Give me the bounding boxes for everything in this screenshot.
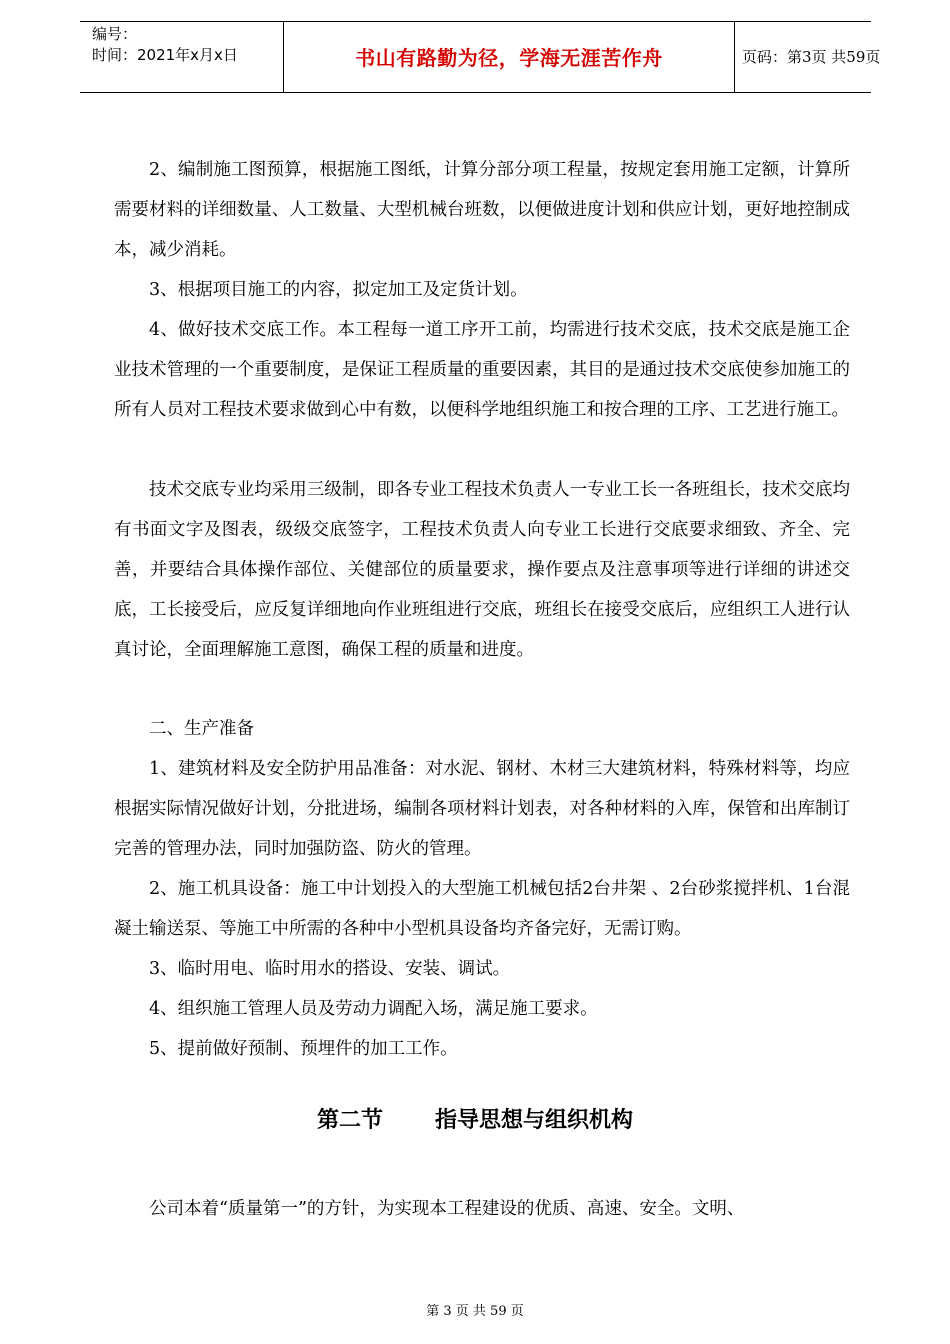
page-header	[80, 21, 881, 93]
section-number: 第二节	[316, 1108, 383, 1133]
paragraph-processing-plan: 3、根据项目施工的内容，拟定加工及定货计划。	[149, 280, 528, 300]
header-motto-cell	[283, 22, 735, 92]
document-time-label: 时间：2021年x月x日	[92, 46, 238, 64]
paragraph-briefing-levels: 技术交底专业均采用三级制，即各专业工程技术负责人一专业工长一各班组长，技术交底均有书面文字及图表，级级交底签字，工程技术负责人向专业工长进行交底要求细致、齐全、完善，并要结合具体操作部位、关健部位的质量要求，操作要点及注意事项等进行详细的讲述交底，工长接受后，应反复详细地向作业班组进行交底，班组长在接受交底后，应组织工人进行认真讨论，全面理解施工意图，确保工程的质量和进度。	[114, 480, 850, 660]
header-meta-cell	[80, 22, 282, 92]
section-title: 指导思想与组织机构	[435, 1108, 634, 1133]
paragraph-technical-briefing: 4、做好技术交底工作。本工程每一道工序开工前，均需进行技术交底，技术交底是施工企业技术管理的一个重要制度，是保证工程质量的重要因素，其目的是通过技术交底使参加施工的所有人员对工程技术要求做到心中有数，以便科学地组织施工和按合理的工序、工艺进行施工。	[114, 320, 850, 420]
document-number-label: 编号：	[92, 25, 138, 43]
paragraph-machinery: 2、施工机具设备：施工中计划投入的大型施工机械包括2台井架 、2台砂浆搅拌机、1台混凝土输送泵、等施工中所需的各种中小型机具设备均齐备完好，无需订购。	[114, 879, 850, 939]
header-page-cell	[734, 22, 881, 92]
paragraph-budget: 2、编制施工图预算，根据施工图纸，计算分部分项工程量，按规定套用施工定额，计算所需要材料的详细数量、人工数量、大型机械台班数，以便做进度计划和供应计划，更好地控制成本，减少消耗。	[114, 160, 850, 260]
paragraph-prefab: 5、提前做好预制、预埋件的加工工作。	[149, 1039, 458, 1059]
section-heading	[0, 1106, 950, 1136]
paragraph-temp-utilities: 3、临时用电、临时用水的搭设、安装、调试。	[149, 959, 511, 979]
paragraph-staffing: 4、组织施工管理人员及劳动力调配入场，满足施工要求。	[149, 999, 598, 1019]
paragraph-materials: 1、建筑材料及安全防护用品准备：对水泥、钢材、木材三大建筑材料，特殊材料等，均应根据实际情况做好计划，分批进场，编制各项材料计划表，对各种材料的入库，保管和出库制订完善的管理办法，同时加强防盗、防火的管理。	[114, 759, 850, 859]
paragraph-company-policy: 公司本着“质量第一”的方针，为实现本工程建设的优质、高速、安全。文明、	[149, 1199, 745, 1219]
page-footer: 第 3 页 共 59 页	[426, 1304, 524, 1319]
header-page-code: 页码：第3页 共59页	[742, 48, 881, 66]
header-motto: 书山有路勤为径，学海无涯苦作舟	[355, 46, 663, 70]
subheading-production-prep: 二、生产准备	[149, 719, 254, 739]
